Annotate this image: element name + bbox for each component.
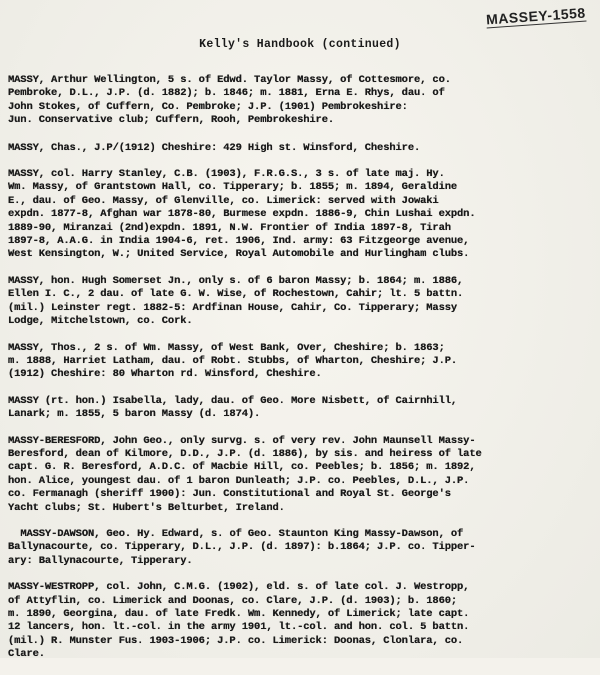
entry-thos-massy: MASSY, Thos., 2 s. of Wm. Massy, of West Bank, Over, Cheshire; b. 1863; m. 1888, Harriet Latham, dau. of Robt. Stubbs, of Wharton, Cheshire; J.P. (1912) Cheshire: 80 Wharton rd. Winsford, Cheshire.: [8, 341, 458, 381]
entry-chas-massy: MASSY, Chas., J.P/(1912) Cheshire: 429 High st. Winsford, Cheshire.: [8, 141, 421, 154]
entry-massy-westropp: MASSY-WESTROPP, col. John, C.M.G. (1902), eld. s. of late col. J. Westropp, of Attyflin, co. Limerick and Doonas, co. Clare, J.P. (d. 1903); b. 1860; m. 1890, Georgina, dau. of late Fredk. Wm. Kennedy, of Limerick; late capt. 12 lancers, hon. lt.-col. in the army 1901, lt.-col. and hon. col. 5 battn. (mil.) R. Munster Fus. 1903-1906; J.P. co. Limerick: Doonas, Clonlara, co. Clare.: [8, 581, 470, 661]
entry-hugh-somerset-massy: MASSY, hon. Hugh Somerset Jn., only s. of 6 baron Massy; b. 1864; m. 1886, Ellen I. C., 2 dau. of late G. W. Wise, of Rochestown, Cahir; lt. 5 battn. (mil.) Leinster regt. 1882-5: Ardfinan House, Cahir, Co. Tipperary; Massy Lodge, Mitchelstown, co. Cork.: [8, 274, 464, 328]
entry-massy-dawson: MASSY-DAWSON, Geo. Hy. Edward, s. of Geo. Staunton King Massy-Dawson, of Ballynacourte, co. Tipperary, D.L., J.P. (d. 1897): b.1864; J.P. co. Tipper- ary: Ballynacourte, Tipperary.: [8, 527, 476, 567]
page-title: Kelly's Handbook (continued): [199, 38, 401, 51]
entry-harry-stanley-massy: MASSY, col. Harry Stanley, C.B. (1903), F.R.G.S., 3 s. of late maj. Hy. Wm. Massy, of Grantstown Hall, co. Tipperary; b. 1855; m. 1894, Geraldine E., dau. of Geo. Massy, of Glenville, co. Limerick: served with Jowaki expdn. 1877-8, Afghan war 1878-80, Burmese expdn. 1886-9, Chin Lushai expdn. 1889-90, Miranzai (2nd)expdn. 1891, N.W. Frontier of India 1897-8, Tirah 1897-8, A.A.G. in India 1904-6, ret. 1906, Ind. army: 63 Fitzgeorge avenue, West Kensington, W.; United Service, Royal Automobile and Hurlingham clubs.: [8, 168, 476, 261]
entry-massy-beresford: MASSY-BERESFORD, John Geo., only survg. s. of very rev. John Maunsell Massy- Beresford, dean of Kilmore, D.D., J.P. (d. 1886), by sis. and heiress of late capt. G. R. Beresford, A.D.C. of Macbie Hill, co. Peebles; b. 1856; m. 1892, hon. Alice, youngest dau. of 1 baron Dunleath; J.P. co. Peebles, D.L., J.P. co. Fermanagh (sheriff 1900): Jun. Constitutional and Royal St. George's Yacht clubs; St. Hubert's Belturbet, Ireland.: [8, 434, 482, 514]
entry-list: [8, 74, 592, 675]
entry-isabella-massy: MASSY (rt. hon.) Isabella, lady, dau. of Geo. More Nisbett, of Cairnhill, Lanark; m. 1855, 5 baron Massy (d. 1874).: [8, 394, 458, 421]
entry-arthur-wellington-massy: MASSY, Arthur Wellington, 5 s. of Edwd. Taylor Massy, of Cottesmore, co. Pembroke, D.L., J.P. (d. 1882); b. 1846; m. 1881, Erna E. Rhys, dau. of John Stokes, of Cuffern, Co. Pembroke; J.P. (1901) Pembrokeshire: Jun. Conservative club; Cuffern, Rooh, Pembrokeshire.: [8, 74, 451, 127]
reference-number: MASSEY-1558: [485, 4, 587, 28]
